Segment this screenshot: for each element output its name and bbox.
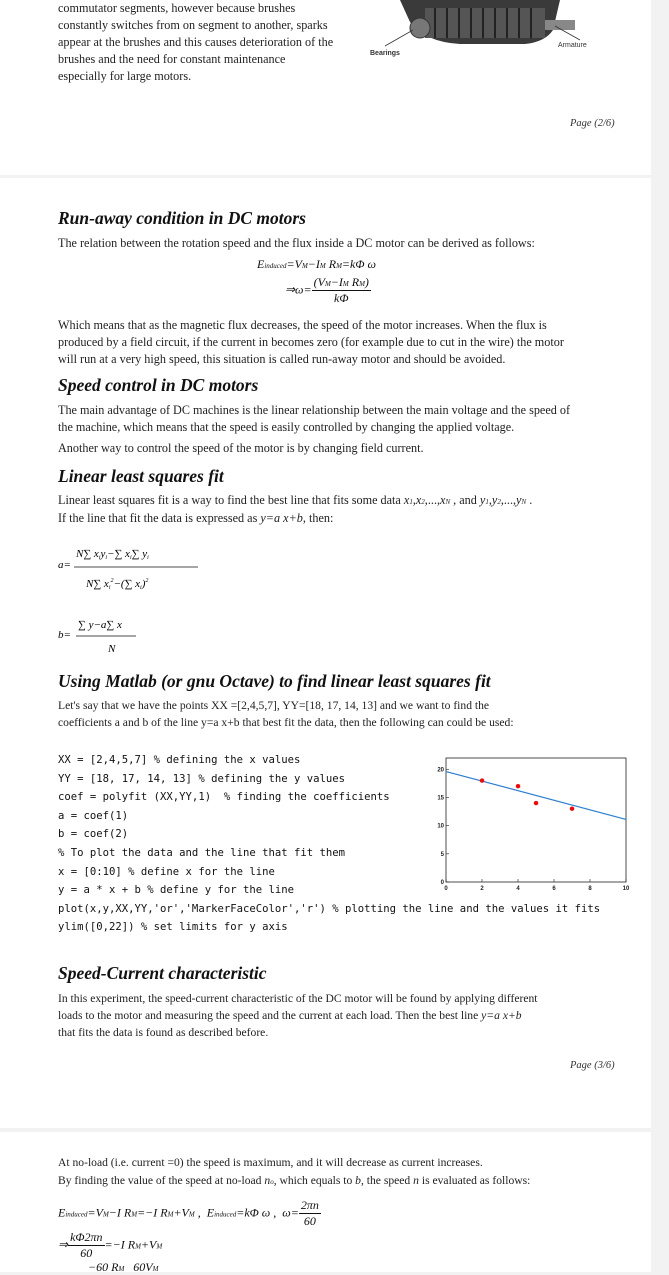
least-squares-plot (428, 746, 638, 896)
paragraph-line: By finding the value of the speed at no-load no, which equals to b, the speed n is evaluated as follows: (58, 1174, 531, 1187)
code-line: a = coef(1) (58, 809, 129, 822)
formula-a (58, 530, 218, 600)
svg-text:N∑ xiyi−∑ xi∑ yi: N∑ xiyi−∑ xi∑ yi (76, 548, 149, 561)
paragraph-line: that fits the data is found as described before. (58, 1026, 269, 1039)
formula-b (58, 606, 158, 664)
paragraph-line: The relation between the rotation speed and the flux inside a DC motor can be derived as follows: (58, 236, 535, 250)
equation-page4-c: −60 RM 60VM (88, 1260, 159, 1274)
x-tick-label: 8 (588, 886, 592, 892)
code-line: b = coef(2) (58, 828, 129, 841)
paragraph-line: Linear least squares fit is a way to find the best line that fits some data x1,x2,...,xN , and y1,y2,...,yN . (58, 493, 533, 507)
armature-label: Armature (558, 42, 587, 49)
paragraph-line: In this experiment, the speed-current characteristic of the DC motor will be found by applying different (58, 992, 538, 1005)
section-heading-speed-current: Speed-Current characteristic (58, 963, 267, 983)
svg-text:a=: a= (58, 559, 71, 571)
text-segment: , which equals to (273, 1174, 353, 1187)
svg-text:b=: b= (58, 629, 71, 641)
document-page-3 (0, 178, 651, 1128)
text-segment: Linear least squares fit is a way to find the best line that fits some data (58, 493, 401, 507)
page-number: Page (3/6) (570, 1060, 615, 1071)
svg-text:N∑ xi2−(∑ xi)2: N∑ $xi^2-(\sum$ xi)$^2$ (86, 578, 149, 591)
data-point (480, 778, 484, 782)
scrollbar-track[interactable] (651, 0, 669, 1272)
paragraph-line: The main advantage of DC machines is the linear relationship between the main voltage and the speed of (58, 403, 571, 417)
paragraph-line: At no-load (i.e. current =0) the speed is maximum, and it will decrease as current increases. (58, 1156, 483, 1169)
section-heading-matlab: Using Matlab (or gnu Octave) to find linear least squares fit (58, 671, 491, 691)
dc-motor-figure (365, 0, 625, 68)
paragraph-line: will run at a very high speed, this situation is called run-away motor and should be avoided. (58, 352, 506, 366)
code-line: coef = polyfit (XX,YY,1) % finding the coefficients (58, 791, 390, 804)
y-tick-label: 0 (440, 880, 444, 886)
equation-page4: Einduced=VM−I RM=−I RM+VM , Einduced=kΦ ω , ω= $\frac{2\pi n}{60}$ (58, 1198, 319, 1228)
code-line: ylim([0,22]) % set limits for y axis (58, 921, 288, 934)
equation-emf: Einduced=VM−IM RM=kΦ ω (257, 257, 376, 271)
y-tick-label: 5 (440, 851, 444, 858)
paragraph-line: loads to the motor and measuring the speed and the current at each load. Then the best line y=a x+b (58, 1009, 522, 1022)
code-line: YY = [18, 17, 14, 13] % defining the y values (58, 772, 346, 785)
code-line: plot(x,y,XX,YY,'or','MarkerFaceColor','r') % plotting the line and the values it fits (58, 902, 601, 915)
text-segment: , the speed (360, 1174, 411, 1187)
x-tick-label: 6 (552, 886, 556, 892)
paragraph-line: If the line that fit the data is expressed as y=a x+b, then: (58, 511, 334, 525)
document-page-2 (0, 0, 651, 175)
paragraph-line: especially for large motors. (58, 69, 192, 83)
data-point (570, 807, 574, 811)
y-tick-label: 20 (437, 767, 444, 774)
text-segment: , then: (302, 511, 334, 525)
section-heading-least-squares: Linear least squares fit (58, 466, 224, 486)
text-segment: loads to the motor and measuring the speed and the current at each load. Then the best line (58, 1009, 479, 1022)
svg-text:N: N (108, 643, 116, 655)
y-tick-label: 15 (437, 795, 444, 802)
code-line: x = [0:10] % define x for the line (58, 865, 275, 878)
text-segment: is evaluated as follows: (421, 1174, 531, 1187)
code-line: XX = [2,4,5,7] % defining the x values (58, 754, 301, 766)
paragraph-line: commutator segments, however because brushes (58, 1, 296, 15)
equation-page4-b: ⇒ $\frac{k\Phi 2\pi n}{60}$ =−I RM+VM (58, 1230, 163, 1260)
y-tick-label: 10 (437, 823, 444, 830)
text-segment: If the line that fit the data is expressed as (58, 511, 258, 525)
x-tick-label: 4 (516, 886, 520, 892)
x-tick-label: 2 (480, 886, 484, 892)
code-line: y = a * x + b % define y for the line (58, 884, 294, 897)
code-line: % To plot the data and the line that fit them (58, 847, 346, 859)
data-point (516, 784, 520, 788)
document-page-4 (0, 1132, 651, 1272)
paragraph-line: Let's say that we have the points XX =[2,4,5,7], YY=[18, 17, 14, 13] and we want to find the (58, 699, 490, 712)
text-segment: By finding the value of the speed at no-load (58, 1174, 262, 1187)
paragraph-line: the machine, which means that the speed is easily controlled by changing the applied voltage. (58, 420, 515, 434)
section-heading-speed-control: Speed control in DC motors (58, 375, 259, 395)
page-number: Page (2/6) (570, 118, 615, 129)
data-point (534, 801, 538, 805)
x-tick-label: 0 (444, 886, 448, 892)
paragraph-line: brushes and the need for constant maintenance (58, 52, 286, 66)
paragraph-line: Which means that as the magnetic flux decreases, the speed of the motor increases. When the flux is (58, 318, 547, 332)
paragraph-line: constantly switches from on segment to another, sparks (58, 18, 328, 32)
x-tick-label: 10 (622, 886, 630, 892)
equation-omega: ⇒ω= $\frac{\text{(VM−IM RM)}}{k\Phi}$ (285, 275, 369, 305)
bearings-label: Bearings (370, 50, 400, 57)
paragraph-line: appear at the brushes and this causes deterioration of the (58, 35, 334, 49)
section-heading-runaway: Run-away condition in DC motors (58, 208, 306, 228)
paragraph-line: Another way to control the speed of the motor is by changing field current. (58, 441, 424, 455)
plot-frame (446, 758, 626, 882)
svg-text:∑ y−a∑ x: ∑ y−a∑ x (78, 619, 122, 631)
paragraph-line: coefficients a and b of the line y=a x+b that best fit the data, then the following can could be used: (58, 716, 514, 729)
paragraph-line: produced by a field circuit, if the current in becomes zero (for example due to cut in the wire) the motor (58, 335, 564, 349)
